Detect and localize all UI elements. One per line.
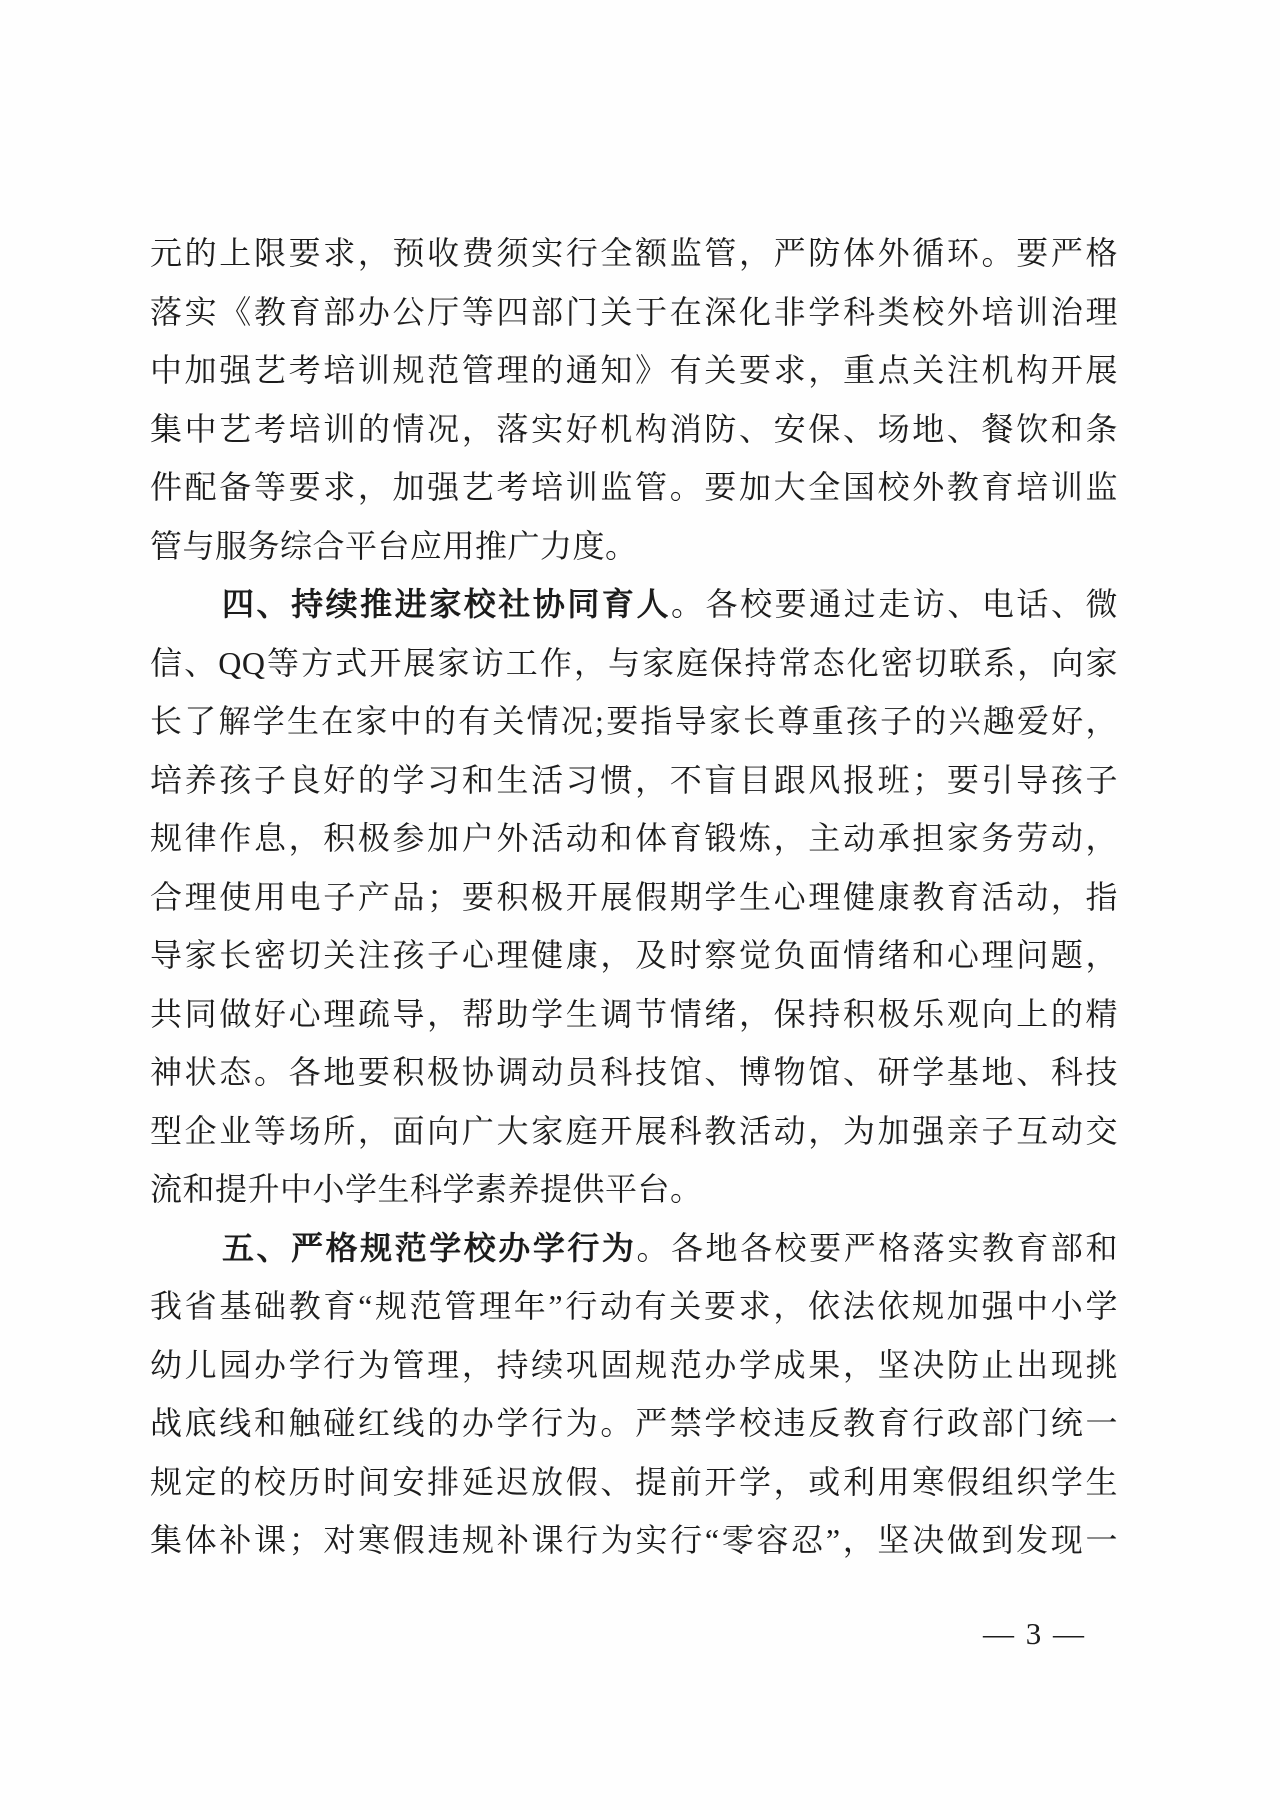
text-line: 长了解学生在家中的有关情况;要指导家长尊重孩子的兴趣爱好， xyxy=(150,703,1118,739)
text-line: 神状态。各地要积极协调动员科技馆、博物馆、研学基地、科技 xyxy=(150,1054,1118,1090)
text-line: 件配备等要求，加强艺考培训监管。要加大全国校外教育培训监 xyxy=(150,469,1118,505)
text-line: 规定的校历时间安排延迟放假、提前开学，或利用寒假组织学生 xyxy=(150,1463,1118,1500)
text-line: 中加强艺考培训规范管理的通知》有关要求，重点关注机构开展 xyxy=(150,352,1118,388)
text-line: 集中艺考培训的情况，落实好机构消防、安保、场地、餐饮和条 xyxy=(150,410,1118,447)
text-line: 合理使用电子产品；要积极开展假期学生心理健康教育活动，指 xyxy=(150,878,1118,915)
page-number: — 3 — xyxy=(983,1616,1086,1651)
text-run: 。各校要通过走访、电话、微 xyxy=(671,586,1118,622)
document-body xyxy=(150,224,1118,1570)
section-5-heading: 五、严格规范学校办学行为 xyxy=(222,1229,637,1266)
text-line: 流和提升中小学生科学素养提供平台。 xyxy=(150,1171,703,1207)
section-5-start-line xyxy=(150,1219,1118,1278)
text-line: 集体补课；对寒假违规补课行为实行“零容忍”，坚决做到发现一 xyxy=(150,1522,1118,1558)
text-line: 共同做好心理疏导，帮助学生调节情绪，保持积极乐观向上的精 xyxy=(150,995,1118,1032)
text-line: 培养孩子良好的学习和生活习惯，不盲目跟风报班；要引导孩子 xyxy=(150,761,1118,798)
text-line: 信、QQ等方式开展家访工作，与家庭保持常态化密切联系，向家 xyxy=(150,644,1118,681)
section-4-start-line xyxy=(150,575,1118,634)
text-line: 导家长密切关注孩子心理健康，及时察觉负面情绪和心理问题， xyxy=(150,937,1118,973)
text-run: 。各地各校要严格落实教育部和 xyxy=(636,1229,1118,1266)
text-line: 战底线和触碰红线的办学行为。严禁学校违反教育行政部门统一 xyxy=(150,1405,1118,1441)
text-line: 我省基础教育“规范管理年”行动有关要求，依法依规加强中小学 xyxy=(150,1288,1118,1324)
text-line: 落实《教育部办公厅等四部门关于在深化非学科类校外培训治理 xyxy=(150,293,1118,330)
section-4-heading: 四、持续推进家校社协同育人 xyxy=(222,586,672,622)
text-line: 元的上限要求，预收费须实行全额监管，严防体外循环。要严格 xyxy=(150,235,1118,271)
text-line: 规律作息，积极参加户外活动和体育锻炼，主动承担家务劳动， xyxy=(150,820,1118,856)
text-line: 型企业等场所，面向广大家庭开展科教活动，为加强亲子互动交 xyxy=(150,1112,1118,1149)
text-line: 管与服务综合平台应用推广力度。 xyxy=(150,527,638,564)
text-line: 幼儿园办学行为管理，持续巩固规范办学成果，坚决防止出现挑 xyxy=(150,1346,1118,1383)
